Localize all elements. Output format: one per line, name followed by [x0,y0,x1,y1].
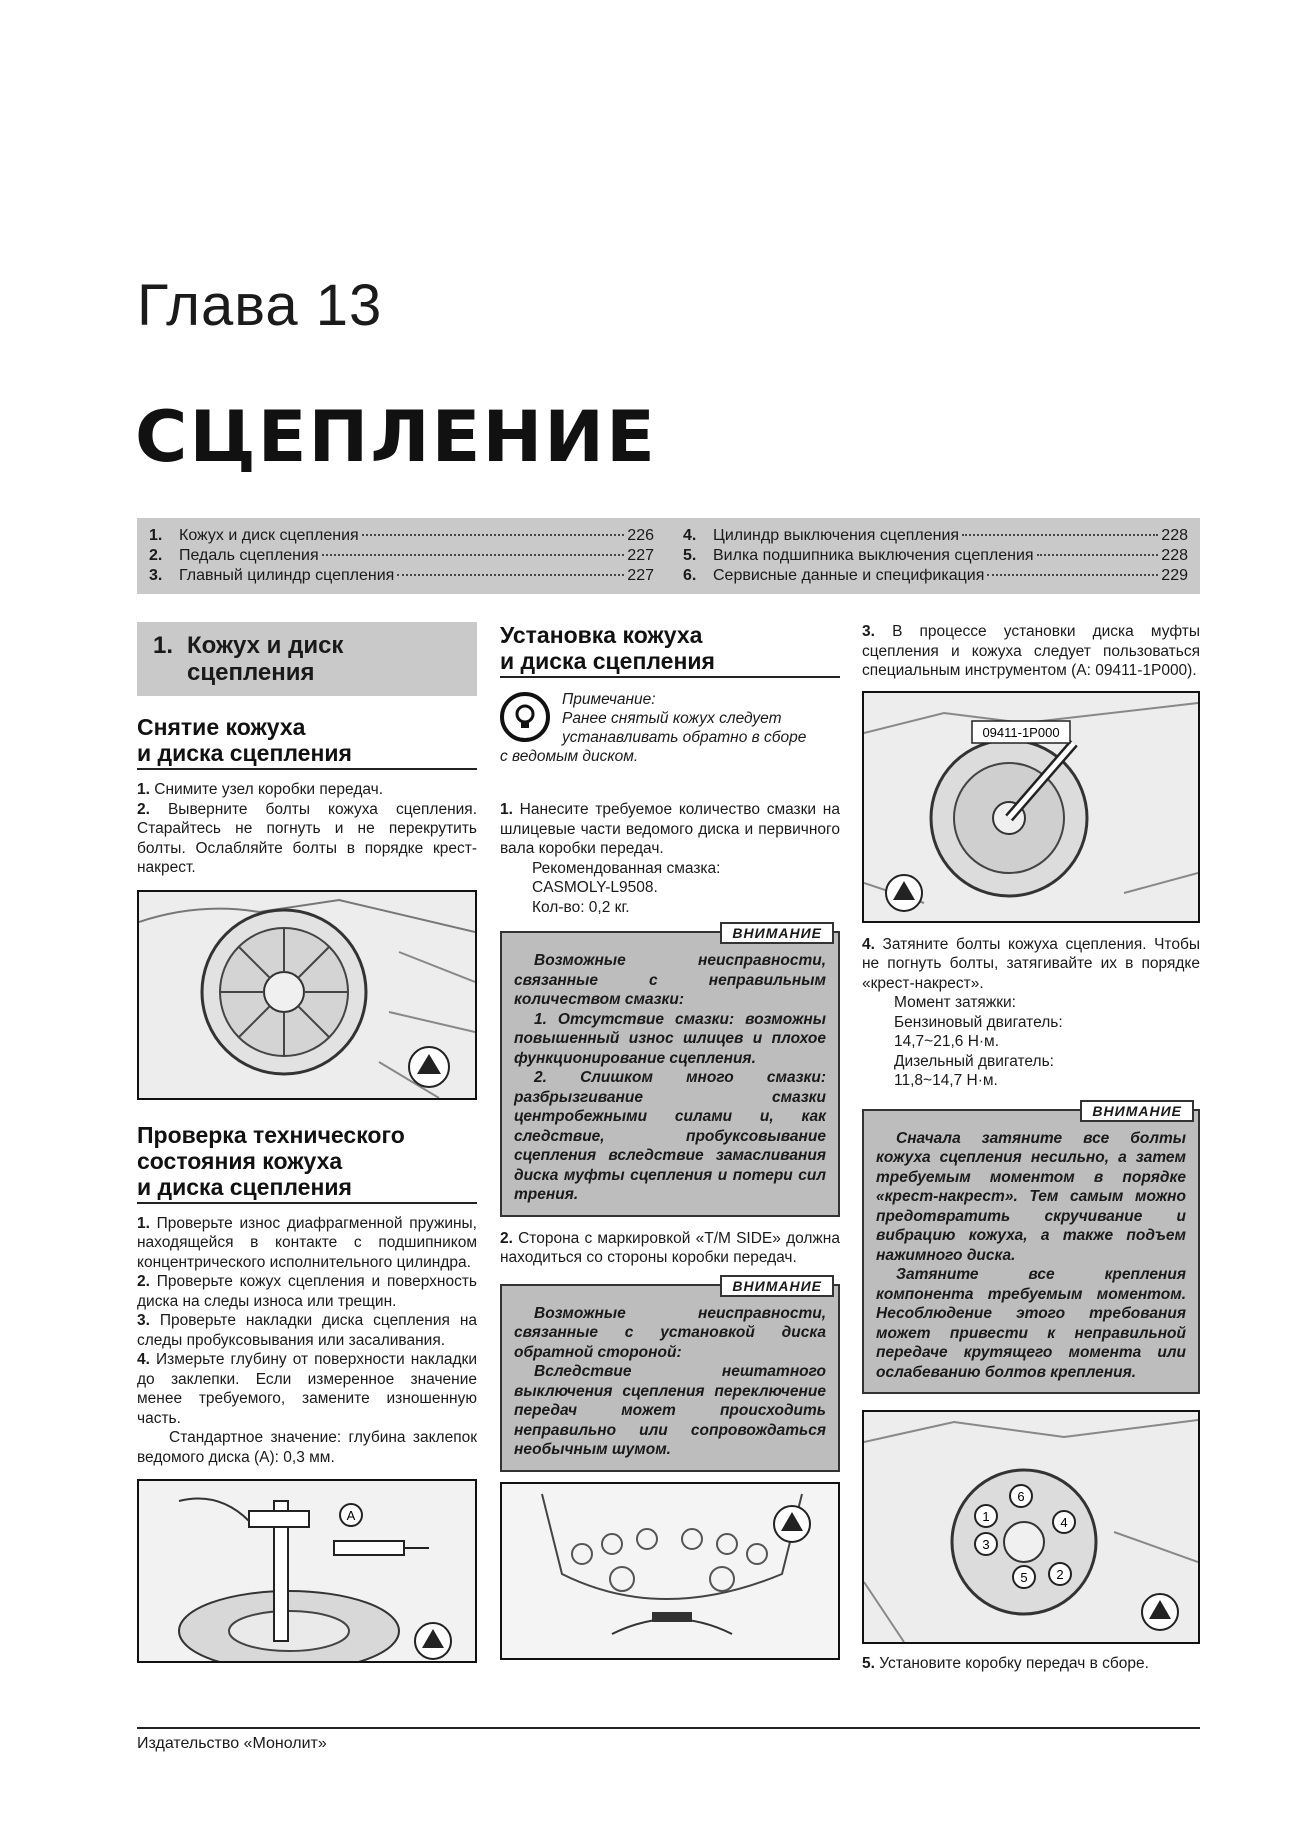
warning-box-reverse [500,1277,840,1472]
disc-measure-illustration [139,1481,475,1661]
step-number: 4. [137,1351,150,1368]
toc-item[interactable] [683,566,1188,586]
step-number: 2. [137,1273,150,1290]
install-steps [500,800,840,917]
list-item [862,1654,1200,1674]
bolt-number: 1 [982,1509,990,1524]
figure-bolt-order [862,1410,1200,1644]
warning-text: 2. Слишком много смазки: разбрызгивание смазки центробежными силами и, как следствие, пробуксовывание сцепления вследствие замасливания диска муфты сцепления и потери сил трения. [514,1069,826,1203]
chapter-title: СЦЕПЛЕНИЕ [135,396,657,478]
toc-item-number: 6. [683,567,697,584]
check-heading [137,1122,477,1204]
step-text: Снимите узел коробки передач. [149,781,384,798]
install-heading [500,622,840,678]
step-text: Проверьте кожух сцепления и поверхность диска на следы износа или трещин. [137,1273,477,1310]
section-title-line2: сцепления [187,659,315,686]
toc-leader [962,534,1158,536]
toc-item[interactable] [683,546,1188,566]
toc-item-number: 5. [683,547,697,564]
step-text: Сторона с маркировкой «T/M SIDE» должна находиться со стороны коробки передач. [500,1229,840,1266]
list-item [137,800,477,878]
list-item [862,935,1200,994]
toc-item-number: 1. [149,527,163,544]
toc-item-page: 226 [627,527,654,544]
warning-text: Возможные неисправности, связанные с неправильным количеством смазки: [514,952,826,1008]
step-number: 4. [862,935,875,953]
step-text: Проверьте накладки диска сцепления на следы пробуксовывания или засаливания. [137,1312,477,1349]
step-number: 3. [862,623,875,640]
figure-disc-marking [500,1482,840,1660]
install-heading-line2: и диска сцепления [500,648,715,674]
chapter-number: Глава 13 [137,273,383,338]
removal-steps [137,780,477,878]
check-steps [137,1214,477,1468]
section-title-line1: Кожух и диск [187,632,344,659]
warning-box-lubrication [500,925,840,1217]
check-heading-line2: состояния кожуха [137,1147,343,1174]
removal-heading-line2: и диска сцепления [137,740,352,766]
bolt-number: 5 [1020,1570,1028,1585]
lube-name: CASMOLY-L9508. [532,879,658,896]
removal-heading-line1: Снятие кожуха [137,714,306,740]
list-item [137,1350,477,1428]
column-right [862,622,1200,1674]
warning-text: Сначала затяните все болты кожуха сцепления несильно, а затем требуемым моментом в порядке «крест-накрест». Тем самым можно предотвратить скручивание и вибрацию кожуха, а также подъем нажимного диска. [876,1129,1186,1264]
footer-divider [137,1727,1200,1729]
note-block [500,690,840,790]
note-body: Ранее снятый кожух следует устанавливать обратно в сборе [562,710,807,746]
toc-item[interactable] [149,526,654,546]
diesel-engine-label: Дизельный двигатель: [894,1052,1054,1070]
torque-label: Момент затяжки: [894,994,1016,1011]
fig-label-a: A [346,1508,356,1523]
list-item [137,1311,477,1350]
step-number: 5. [862,1655,875,1672]
toc-leader [397,574,624,576]
step-text: В процессе установки диска муфты сцепления и кожуха следует пользоваться специальным инструментом (A: 09411-1P000). [862,623,1200,679]
warning-tag: ВНИМАНИЕ [1080,1100,1194,1122]
step-number: 3. [137,1312,150,1329]
warning-text: Затяните все крепления компонента требуемым моментом. Несоблюдение этого требования может привести к неправильной передаче крутящего момента или ослабеванию болтов крепления. [876,1266,1186,1381]
clutch-cover-illustration [139,892,475,1098]
step-text: Затяните болты кожуха сцепления. Чтобы не погнуть болты, затягивайте их в порядке «крест-накрест». [862,935,1200,992]
standard-value: Стандартное значение: глубина заклепок ведомого диска (A): 0,3 мм. [137,1429,477,1466]
toc-item[interactable] [149,566,654,586]
toc-item[interactable] [149,546,654,566]
lube-quantity: Кол-во: 0,2 кг. [532,898,630,916]
toc-item-label: Главный цилиндр сцепления [179,567,395,584]
step-text: Измерьте глубину от поверхности накладки до заклепки. Если измеренное значение менее требуемого, замените изношенную часть. [137,1351,477,1427]
warning-text: Возможные неисправности, связанные с установкой диска обратной стороной: [514,1304,826,1361]
column-middle [500,622,840,1660]
toc-leader [322,554,625,556]
list-item [137,1214,477,1273]
toc-item-page: 227 [627,567,654,584]
toc-leader [987,574,1158,576]
install-heading-line1: Установка кожуха [500,622,703,648]
note-text [500,690,840,766]
warning-text: 1. Отсутствие смазки: возможны повышенный износ шлицев и плохое функционирование сцепления. [514,1010,826,1067]
toc-item-page: 228 [1161,527,1188,544]
step-number: 1. [137,781,150,798]
step-text: Выверните болты кожуха сцепления. Старайтесь не погнуть и не перекрутить болты. Ослабляйте болты в порядке крест-накрест. [137,800,477,876]
list-item [137,780,477,800]
toc-leader [1037,554,1159,556]
warning-tag: ВНИМАНИЕ [720,922,834,944]
list-item [500,800,840,859]
step-text: Нанесите требуемое количество смазки на шлицевые части ведомого диска и первичного вала коробки передач. [500,801,840,857]
toc-left-column [149,526,654,586]
bolt-number: 4 [1060,1515,1068,1530]
list-item [500,1229,840,1268]
table-of-contents [137,518,1200,594]
note-continuation: с ведомым диском. [500,748,639,765]
toc-item-number: 3. [149,567,163,584]
removal-heading [137,714,477,770]
bolt-number: 3 [982,1537,990,1552]
figure-special-tool [862,691,1200,923]
petrol-engine-value: 14,7~21,6 Н·м. [894,1033,1000,1050]
disc-marking-illustration [502,1484,838,1658]
bolt-number: 2 [1056,1567,1064,1582]
step-number: 1. [137,1214,150,1232]
toc-item-label: Цилиндр выключения сцепления [713,527,960,544]
check-heading-line1: Проверка технического [137,1121,405,1148]
bolt-number: 6 [1017,1489,1025,1504]
warning-box-tightening [862,1102,1200,1395]
footer-publisher: Издательство «Монолит» [137,1735,327,1752]
warning-text: Вследствие нештатного выключения сцепления переключение передач может происходить неправильно или сопровождаться необычным шумом. [514,1363,826,1458]
toc-right-column [683,526,1188,586]
figure-clutch-cover [137,890,477,1100]
section-number: 1. [153,632,174,659]
column-left [137,622,477,1663]
petrol-engine-label: Бензиновый двигатель: [894,1013,1063,1031]
toc-item[interactable] [683,526,1188,546]
toc-leader [362,534,625,536]
list-item [137,1272,477,1311]
note-title: Примечание: [562,691,656,708]
diesel-engine-value: 11,8~14,7 Н·м. [894,1072,998,1089]
lightbulb-icon [500,692,550,742]
step-number: 1. [500,801,513,818]
toc-item-label: Вилка подшипника выключения сцепления [713,547,1034,564]
check-heading-line3: и диска сцепления [137,1173,352,1200]
toc-item-page: 227 [627,547,654,564]
warning-tag: ВНИМАНИЕ [720,1275,834,1297]
section-heading-box [137,622,477,696]
toc-item-number: 4. [683,527,697,544]
toc-item-page: 229 [1161,567,1188,584]
lube-label: Рекомендованная смазка: [532,859,721,877]
lightbulb-icon-graphic [510,702,540,732]
step-text: Установите коробку передач в сборе. [874,1655,1149,1672]
tool-label: 09411-1P000 [982,724,1060,740]
step-number: 2. [500,1229,513,1247]
figure-disc-measure [137,1479,477,1663]
toc-item-label: Педаль сцепления [179,547,319,564]
special-tool-illustration [864,693,1198,921]
step-number: 2. [137,800,150,818]
toc-item-number: 2. [149,547,163,564]
toc-item-page: 228 [1161,547,1188,564]
toc-item-label: Кожух и диск сцепления [179,527,359,544]
bolt-order-illustration [864,1412,1198,1642]
step-text: Проверьте износ диафрагменной пружины, находящейся в контакте с подшипником концентрического исполнительного цилиндра. [137,1214,477,1271]
list-item [862,622,1200,681]
toc-item-label: Сервисные данные и спецификация [713,567,985,584]
